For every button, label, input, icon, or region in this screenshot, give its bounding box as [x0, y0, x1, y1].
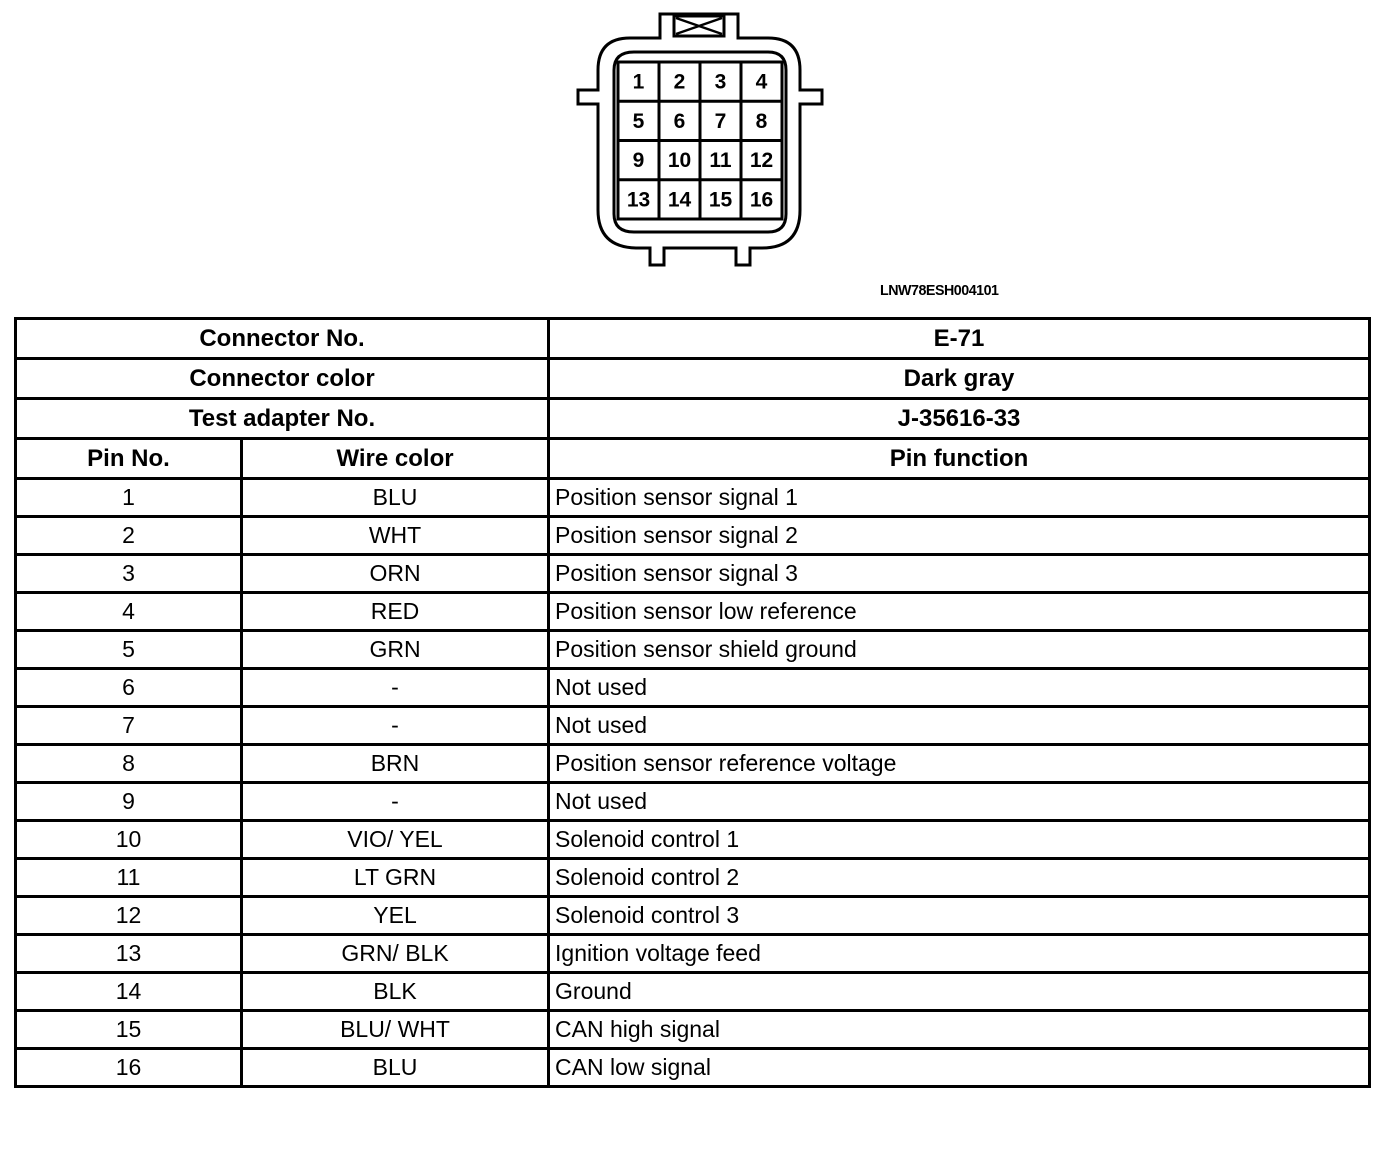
wire-color-cell: BRN: [242, 745, 549, 783]
wire-color-cell: -: [242, 669, 549, 707]
connector-pin-label: 6: [673, 109, 686, 133]
pin-function-cell: CAN low signal: [549, 1049, 1370, 1087]
pin-function-cell: Position sensor shield ground: [549, 631, 1370, 669]
wire-color-cell: GRN: [242, 631, 549, 669]
pin-function-cell: Solenoid control 1: [549, 821, 1370, 859]
pin-function-cell: Not used: [549, 783, 1370, 821]
connector-pin-label: 2: [673, 70, 686, 94]
pin-function-cell: Ground: [549, 973, 1370, 1011]
column-header-pin-function: Pin function: [549, 439, 1370, 479]
wire-color-cell: -: [242, 707, 549, 745]
connector-pin-label: 16: [749, 188, 774, 212]
column-header-row: [16, 439, 1370, 479]
connector-pin-label: 1: [632, 70, 645, 94]
wire-color-cell: BLU: [242, 479, 549, 517]
lock-tab-x-icon: [676, 18, 722, 34]
connector-pin-label: 14: [667, 188, 692, 212]
pin-function-cell: Position sensor low reference: [549, 593, 1370, 631]
table-row: [16, 517, 1370, 555]
pin-number-cell: 2: [16, 517, 242, 555]
connector-pin-label: 3: [714, 70, 727, 94]
pin-number-cell: 9: [16, 783, 242, 821]
wire-color-cell: WHT: [242, 517, 549, 555]
connector-pin-label: 8: [755, 109, 768, 133]
table-row: [16, 973, 1370, 1011]
pin-function-cell: Solenoid control 3: [549, 897, 1370, 935]
pin-number-cell: 11: [16, 859, 242, 897]
table-row: [16, 935, 1370, 973]
table-row: [16, 555, 1370, 593]
connector-number-row: [16, 319, 1370, 359]
table-row: [16, 745, 1370, 783]
pin-number-cell: 5: [16, 631, 242, 669]
table-row: [16, 631, 1370, 669]
wire-color-cell: ORN: [242, 555, 549, 593]
pin-number-cell: 12: [16, 897, 242, 935]
connector-pin-label: 7: [714, 109, 727, 133]
pin-function-cell: Position sensor signal 2: [549, 517, 1370, 555]
connector-pin-label: 11: [709, 149, 732, 173]
connector-pin-label: 4: [755, 70, 768, 94]
pin-function-cell: Not used: [549, 707, 1370, 745]
connector-color-row: [16, 359, 1370, 399]
table-row: [16, 859, 1370, 897]
pin-function-cell: Ignition voltage feed: [549, 935, 1370, 973]
connector-pin-label: 15: [708, 188, 733, 212]
connector-color-label: Connector color: [16, 359, 549, 399]
pin-number-cell: 16: [16, 1049, 242, 1087]
wire-color-cell: YEL: [242, 897, 549, 935]
pin-function-cell: Position sensor signal 3: [549, 555, 1370, 593]
wire-color-cell: BLU: [242, 1049, 549, 1087]
pin-function-cell: Position sensor signal 1: [549, 479, 1370, 517]
connector-pin-label: 12: [749, 149, 774, 173]
connector-pin-label: 9: [632, 149, 645, 173]
pin-number-cell: 4: [16, 593, 242, 631]
connector-pinout-table: [14, 317, 1371, 1088]
wire-color-cell: -: [242, 783, 549, 821]
test-adapter-value: J-35616-33: [549, 399, 1370, 439]
wire-color-cell: VIO/ YEL: [242, 821, 549, 859]
table-row: [16, 707, 1370, 745]
pin-function-cell: Solenoid control 2: [549, 859, 1370, 897]
connector-pin-label: 13: [626, 188, 651, 212]
wire-color-cell: RED: [242, 593, 549, 631]
table-row: [16, 821, 1370, 859]
wire-color-cell: BLU/ WHT: [242, 1011, 549, 1049]
column-header-pin-no: Pin No.: [16, 439, 242, 479]
wire-color-cell: GRN/ BLK: [242, 935, 549, 973]
pin-function-cell: Not used: [549, 669, 1370, 707]
table-row: [16, 783, 1370, 821]
pin-function-cell: CAN high signal: [549, 1011, 1370, 1049]
pin-number-cell: 7: [16, 707, 242, 745]
table-row: [16, 479, 1370, 517]
pin-number-cell: 15: [16, 1011, 242, 1049]
pin-number-cell: 3: [16, 555, 242, 593]
pin-number-cell: 1: [16, 479, 242, 517]
connector-number-value: E-71: [549, 319, 1370, 359]
figure-id-label: LNW78ESH004101: [880, 282, 999, 299]
wire-color-cell: BLK: [242, 973, 549, 1011]
connector-face-diagram: [570, 8, 830, 270]
table-row: [16, 1049, 1370, 1087]
test-adapter-label: Test adapter No.: [16, 399, 549, 439]
table-row: [16, 669, 1370, 707]
pin-function-cell: Position sensor reference voltage: [549, 745, 1370, 783]
pin-number-cell: 6: [16, 669, 242, 707]
pin-number-cell: 10: [16, 821, 242, 859]
wire-color-cell: LT GRN: [242, 859, 549, 897]
table-row: [16, 593, 1370, 631]
column-header-wire-color: Wire color: [242, 439, 549, 479]
table-row: [16, 1011, 1370, 1049]
connector-pin-label: 10: [667, 149, 692, 173]
test-adapter-row: [16, 399, 1370, 439]
pin-number-cell: 14: [16, 973, 242, 1011]
table-row: [16, 897, 1370, 935]
connector-number-label: Connector No.: [16, 319, 549, 359]
connector-color-value: Dark gray: [549, 359, 1370, 399]
connector-pin-label: 5: [632, 109, 645, 133]
pin-number-cell: 13: [16, 935, 242, 973]
pin-number-cell: 8: [16, 745, 242, 783]
